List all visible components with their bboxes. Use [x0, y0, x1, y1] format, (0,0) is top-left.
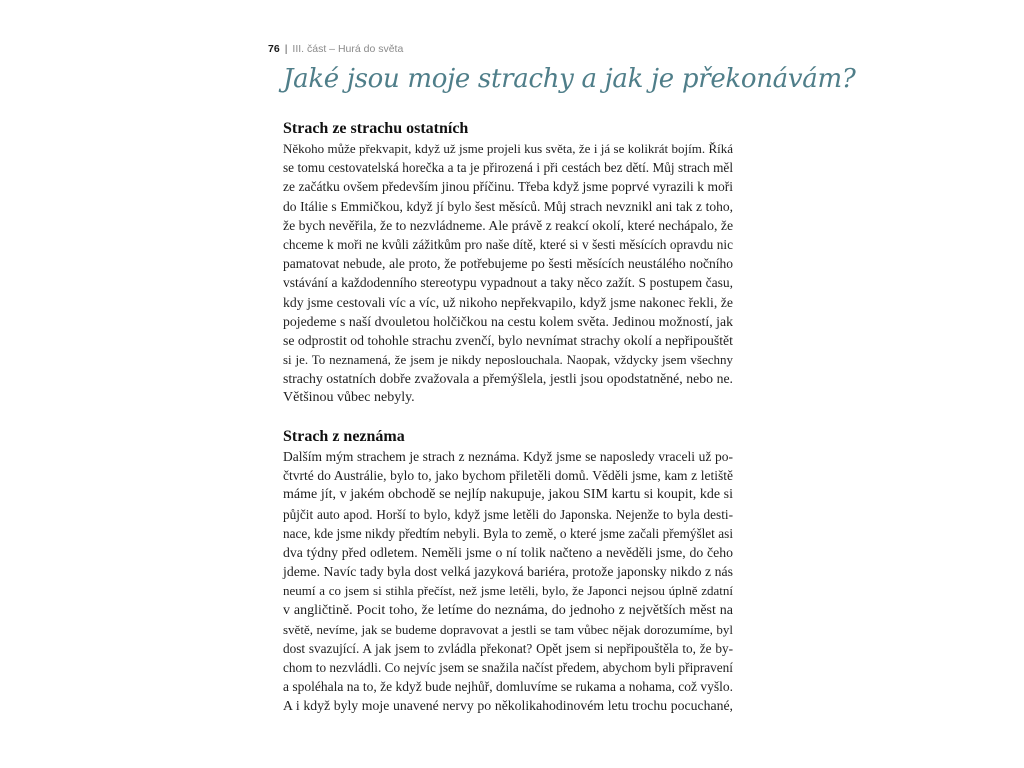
text-line: máme jít, v jakém obchodě se nejlíp nakupuje, jakou SIM kartu si koupit, kde si: [283, 487, 733, 503]
section-body: [283, 447, 733, 716]
text-line: že bych nevěřila, že to nezvládneme. Ale právě z reakcí okolí, které nechápalo, že: [283, 217, 734, 233]
text-line: do Itálie s Emmičkou, když jí bylo šest měsíců. Můj strach nevznikl ani tak z toho,: [283, 198, 733, 214]
section-body: [283, 139, 733, 408]
text-line: půjčit auto apod. Horší to bylo, když jsme letěli do Japonska. Nejenže to byla desti-: [283, 506, 733, 522]
page-number: 76: [268, 43, 280, 55]
section-heading: Strach ze strachu ostatních: [283, 120, 469, 137]
text-line: kdy jsme cestovali víc a víc, už nikoho nepřekvapilo, když jsme nakonec řekli, že: [283, 294, 733, 310]
text-line: chom to nezvládli. Co nejvíc jsem se snažila načíst předem, abychom byli připravení: [283, 660, 733, 676]
chapter-title: Jaké jsou moje strachy a jak je překonávám?: [283, 64, 856, 94]
running-header-section: III. část – Hurá do světa: [292, 43, 404, 55]
text-line: světě, nevíme, jak se budeme dopravovat a jestli se tam vůbec nějak dorozumíme, byl: [283, 621, 733, 637]
text-line: Většinou vůbec nebyly.: [283, 390, 415, 406]
text-line: neumí a co jsem si stihla přečíst, než jsme letěli, bylo, že Japonci nejsou úplně zdatní: [283, 583, 733, 599]
running-header: [268, 43, 403, 55]
text-line: jdeme. Navíc tady byla dost velká jazyková bariéra, protože japonsky nikdo z nás: [283, 564, 733, 580]
text-line: ze začátku ovšem především jinou příčinu. Třeba když jsme poprvé vyrazili k moři: [283, 179, 733, 195]
text-line: dva týdny před odletem. Neměli jsme o ní tolik načteno a nevěděli jsme, do čeho: [283, 544, 733, 560]
text-line: vstávání a každodenního stereotypu vypadnout a taky něco zažít. S postupem času,: [283, 275, 733, 291]
header-divider: |: [284, 43, 288, 55]
text-line: chceme k moři ne kvůli zážitkům pro naše dítě, které si v šesti měsících opravdu nic: [283, 236, 733, 252]
text-line: se tomu cestovatelská horečka a ta je přirozená i při cestách bez dětí. Můj strach měl: [283, 160, 733, 176]
text-line: pamatovat nebude, ale proto, že potřebujeme po šesti měsících neustálého nočního: [283, 256, 733, 272]
text-line: nace, kde jsme nikdy předtím nebyli. Byla to země, o které jsme začali přemýšlet asi: [283, 525, 733, 541]
text-line: pojedeme s naší dvouletou holčičkou na cestu kolem světa. Jedinou možností, jak: [283, 313, 733, 329]
section-fear-of-others: [283, 119, 733, 408]
text-line: strachy ostatních dobře zvažovala a přemýšlela, jestli jsou opodstatněné, nebo ne.: [283, 371, 733, 387]
text-line: dost svazující. A jak jsem to zvládla překonat? Opět jsem si nepřipouštěla to, že by-: [283, 640, 733, 656]
text-line: Někoho může překvapit, když už jsme projeli kus světa, že i já se kolikrát bojím. Říká: [283, 141, 733, 156]
text-line: Dalším mým strachem je strach z neznáma. Když jsme se naposledy vraceli už po-: [283, 449, 733, 464]
text-line: čtvrté do Austrálie, bylo to, jako bychom přiletěli domů. Věděli jsme, kam z letiště: [283, 468, 733, 484]
text-line: a spoléhala na to, že když bude nejhůř, domluvíme se rukama a nohama, což vyšlo.: [283, 679, 733, 695]
text-line: se odprostit od tohohle strachu zvenčí, bylo nevnímat strachy okolí a nepřipouštět: [283, 332, 733, 348]
text-line: si je. To neznamená, že jsem je nikdy neposlouchala. Naopak, vždycky jsem všechny: [283, 352, 733, 368]
text-line: v angličtině. Pocit toho, že letíme do neznáma, do jednoho z největších měst na: [283, 602, 733, 618]
section-heading: Strach z neznáma: [283, 428, 405, 445]
text-line: A i když byly moje unavené nervy po několikahodinovém letu trochu pocuchané,: [283, 698, 733, 714]
section-fear-of-unknown: [283, 427, 733, 716]
